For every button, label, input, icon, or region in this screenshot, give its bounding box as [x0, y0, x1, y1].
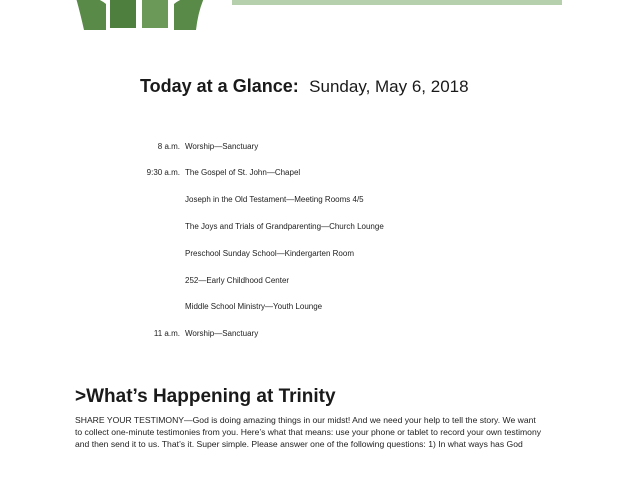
schedule-time: 9:30 a.m.	[146, 168, 180, 177]
today-at-a-glance-heading	[140, 76, 469, 97]
glance-title: Today at a Glance	[140, 76, 293, 96]
schedule-event: Worship—Sanctuary	[185, 329, 259, 338]
logo-leaf-left	[76, 0, 106, 30]
schedule-event: 252—Early Childhood Center	[185, 276, 290, 285]
logo-book-right	[142, 0, 168, 28]
schedule-event: Joseph in the Old Testament—Meeting Rooms 4/5	[185, 195, 364, 204]
logo-book-left	[110, 0, 136, 28]
schedule-event: Middle School Ministry—Youth Lounge	[185, 302, 323, 311]
schedule-event: Worship—Sanctuary	[185, 142, 259, 151]
schedule-event: Preschool Sunday School—Kindergarten Room	[185, 249, 354, 258]
schedule-time: 11 a.m.	[153, 329, 180, 338]
schedule-event: The Joys and Trials of Grandparenting—Church Lounge	[185, 222, 384, 231]
glance-colon: :	[292, 76, 299, 96]
logo-leaf-right	[174, 0, 204, 30]
glance-date: Sunday, May 6, 2018	[309, 77, 469, 96]
whats-happening-heading: >What’s Happening at Trinity	[75, 386, 336, 407]
header-banner-strip	[232, 0, 562, 5]
church-logo	[70, 0, 210, 30]
schedule-event: The Gospel of St. John—Chapel	[185, 168, 301, 177]
schedule-time: 8 a.m.	[157, 142, 180, 151]
share-testimony-paragraph: SHARE YOUR TESTIMONY—God is doing amazing things in our midst! And we need your help to tell the story. We want to collect one-minute testimonies from you. Here’s what that means: use your phone or tablet to record your own testimony and then send it to us. That’s it. Super simple. Please answer one of the following questions: 1) In what ways has God	[75, 415, 542, 449]
